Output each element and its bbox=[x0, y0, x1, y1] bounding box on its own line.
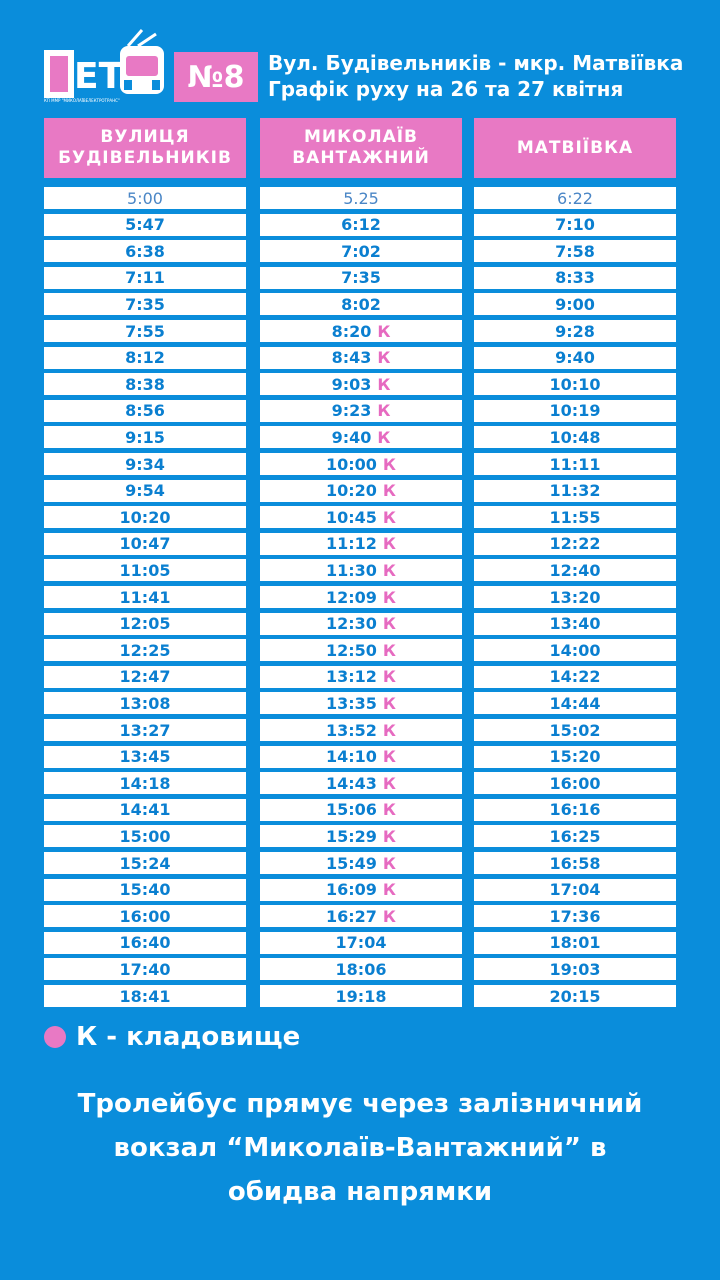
cemetery-marker: К bbox=[382, 773, 396, 793]
time-value: 9:40 bbox=[555, 348, 595, 368]
time-value: 7:02 bbox=[341, 241, 381, 261]
time-cell bbox=[474, 347, 676, 369]
time-cell bbox=[44, 719, 246, 741]
time-value: 9:28 bbox=[555, 321, 595, 341]
time-cell bbox=[44, 347, 246, 369]
time-value: 13:45 bbox=[119, 747, 171, 767]
time-value: 6:38 bbox=[125, 241, 165, 261]
time-value: 10:19 bbox=[549, 401, 601, 421]
route-note: Тролейбус прямує через залізничний вокзал “Миколаїв-Вантажний” в обидва напрямки bbox=[77, 1089, 643, 1207]
time-cell bbox=[44, 666, 246, 688]
time-value: 8:38 bbox=[125, 374, 165, 394]
time-value: 15:24 bbox=[119, 853, 171, 873]
time-cell bbox=[474, 559, 676, 581]
time-value: 12:09 bbox=[325, 587, 377, 607]
time-value: 11:30 bbox=[325, 560, 377, 580]
time-value: 20:15 bbox=[549, 986, 601, 1006]
time-value: 15:49 bbox=[325, 853, 377, 873]
time-value: 15:02 bbox=[549, 720, 601, 740]
time-cell bbox=[44, 586, 246, 608]
time-value: 17:04 bbox=[549, 880, 601, 900]
time-cell bbox=[260, 692, 462, 714]
time-cell bbox=[44, 905, 246, 927]
time-value: 8:20 bbox=[331, 321, 372, 341]
time-value: 8:02 bbox=[341, 294, 381, 314]
time-value: 11:32 bbox=[549, 481, 601, 501]
route-number-badge: №8 bbox=[174, 52, 258, 102]
cemetery-marker: К bbox=[382, 587, 396, 607]
cemetery-marker: К bbox=[382, 507, 396, 527]
time-value: 16:00 bbox=[119, 906, 171, 926]
time-cell bbox=[44, 373, 246, 395]
time-value: 9:34 bbox=[125, 454, 165, 474]
time-value: 13:35 bbox=[325, 693, 377, 713]
time-value: 10:20 bbox=[325, 481, 377, 501]
time-cell bbox=[260, 985, 462, 1007]
time-cell bbox=[260, 480, 462, 502]
time-cell bbox=[260, 932, 462, 954]
time-cell bbox=[260, 825, 462, 847]
time-value: 17:04 bbox=[335, 933, 387, 953]
time-value: 6:12 bbox=[341, 215, 381, 235]
time-cell bbox=[260, 214, 462, 236]
time-cell bbox=[260, 293, 462, 315]
cemetery-marker: К bbox=[377, 427, 391, 447]
time-cell bbox=[474, 958, 676, 980]
time-cell bbox=[474, 506, 676, 528]
time-value: 16:25 bbox=[549, 826, 601, 846]
time-value: 15:00 bbox=[119, 826, 171, 846]
time-cell bbox=[44, 559, 246, 581]
time-cell bbox=[474, 666, 676, 688]
time-cell bbox=[260, 613, 462, 635]
time-value: 7:58 bbox=[555, 241, 595, 261]
time-cell bbox=[44, 772, 246, 794]
time-value: 7:55 bbox=[125, 321, 165, 341]
time-cell bbox=[260, 559, 462, 581]
time-cell bbox=[474, 214, 676, 236]
time-cell bbox=[44, 958, 246, 980]
time-value: 18:01 bbox=[549, 933, 601, 953]
time-value: 17:40 bbox=[119, 959, 171, 979]
time-value: 15:20 bbox=[549, 747, 601, 767]
time-value: 10:00 bbox=[325, 454, 377, 474]
cemetery-marker: К bbox=[382, 481, 396, 501]
time-cell bbox=[44, 187, 246, 209]
time-value: 16:40 bbox=[119, 933, 171, 953]
time-cell bbox=[474, 426, 676, 448]
time-cell bbox=[474, 692, 676, 714]
time-cell bbox=[260, 772, 462, 794]
time-value: 13:40 bbox=[549, 614, 601, 634]
time-value: 13:52 bbox=[325, 720, 377, 740]
cemetery-marker: К bbox=[382, 906, 396, 926]
cemetery-marker: К bbox=[377, 348, 391, 368]
time-value: 13:08 bbox=[119, 693, 171, 713]
cemetery-marker: К bbox=[382, 454, 396, 474]
time-cell bbox=[474, 373, 676, 395]
time-cell bbox=[474, 772, 676, 794]
time-value: 10:45 bbox=[325, 507, 377, 527]
cemetery-marker: К bbox=[382, 720, 396, 740]
svg-text:КП ММР "МИКОЛАЇВЕЛЕКТРОТРАНС": КП ММР "МИКОЛАЇВЕЛЕКТРОТРАНС" bbox=[44, 98, 120, 103]
time-cell bbox=[260, 799, 462, 821]
time-cell bbox=[44, 506, 246, 528]
time-cell bbox=[44, 799, 246, 821]
time-cell bbox=[260, 533, 462, 555]
time-value: 18:06 bbox=[335, 959, 387, 979]
time-value: 10:48 bbox=[549, 427, 601, 447]
time-value: 14:10 bbox=[325, 747, 377, 767]
cemetery-marker: К bbox=[382, 826, 396, 846]
time-cell bbox=[44, 267, 246, 289]
time-cell bbox=[260, 400, 462, 422]
time-value: 12:05 bbox=[119, 614, 171, 634]
time-value: 15:40 bbox=[119, 880, 171, 900]
time-value: 16:16 bbox=[549, 800, 601, 820]
time-cell bbox=[260, 373, 462, 395]
cemetery-marker: К bbox=[382, 693, 396, 713]
time-value: 18:41 bbox=[119, 986, 171, 1006]
time-cell bbox=[44, 639, 246, 661]
time-cell bbox=[474, 613, 676, 635]
time-cell bbox=[474, 799, 676, 821]
time-cell bbox=[44, 400, 246, 422]
time-value: 11:05 bbox=[119, 560, 171, 580]
time-value: 5.25 bbox=[343, 188, 379, 208]
time-value: 11:41 bbox=[119, 587, 171, 607]
time-value: 16:58 bbox=[549, 853, 601, 873]
time-value: 15:29 bbox=[325, 826, 377, 846]
time-value: 7:35 bbox=[341, 268, 381, 288]
time-cell bbox=[474, 932, 676, 954]
legend bbox=[44, 1020, 300, 1054]
trolleybus-icon bbox=[44, 28, 166, 104]
time-value: 9:03 bbox=[331, 374, 372, 394]
time-value: 8:12 bbox=[125, 348, 165, 368]
time-cell bbox=[474, 746, 676, 768]
time-value: 7:10 bbox=[555, 215, 595, 235]
time-cell bbox=[474, 985, 676, 1007]
time-cell bbox=[44, 879, 246, 901]
time-value: 14:00 bbox=[549, 640, 601, 660]
time-value: 9:00 bbox=[555, 294, 595, 314]
time-cell bbox=[44, 746, 246, 768]
cemetery-marker: К bbox=[382, 614, 396, 634]
time-value: 9:40 bbox=[331, 427, 372, 447]
time-value: 11:12 bbox=[325, 534, 377, 554]
time-cell bbox=[474, 905, 676, 927]
header bbox=[44, 28, 684, 104]
cemetery-marker: К bbox=[382, 800, 396, 820]
time-cell bbox=[44, 293, 246, 315]
time-cell bbox=[260, 320, 462, 342]
time-value: 12:25 bbox=[119, 640, 171, 660]
header-text bbox=[268, 50, 683, 102]
time-cell bbox=[260, 453, 462, 475]
time-value: 16:27 bbox=[325, 906, 377, 926]
cemetery-marker: К bbox=[377, 401, 391, 421]
time-value: 12:47 bbox=[119, 667, 171, 687]
time-value: 19:18 bbox=[335, 986, 387, 1006]
time-value: 10:47 bbox=[119, 534, 171, 554]
time-cell bbox=[474, 533, 676, 555]
time-cell bbox=[260, 719, 462, 741]
time-cell bbox=[44, 985, 246, 1007]
time-value: 5:47 bbox=[125, 215, 165, 235]
time-cell bbox=[474, 586, 676, 608]
time-value: 13:20 bbox=[549, 587, 601, 607]
time-cell bbox=[44, 932, 246, 954]
time-value: 13:27 bbox=[119, 720, 171, 740]
time-cell bbox=[474, 879, 676, 901]
cemetery-marker: К bbox=[382, 640, 396, 660]
legend-text: К - кладовище bbox=[76, 1022, 301, 1052]
time-value: 12:30 bbox=[325, 614, 377, 634]
time-cell bbox=[260, 879, 462, 901]
time-value: 10:20 bbox=[119, 507, 171, 527]
time-cell bbox=[474, 480, 676, 502]
cemetery-marker: К bbox=[377, 374, 391, 394]
time-cell bbox=[474, 400, 676, 422]
time-cell bbox=[44, 613, 246, 635]
cemetery-marker: К bbox=[382, 560, 396, 580]
time-cell bbox=[260, 426, 462, 448]
time-value: 11:55 bbox=[549, 507, 601, 527]
time-cell bbox=[44, 214, 246, 236]
cemetery-marker: К bbox=[377, 321, 391, 341]
time-value: 14:22 bbox=[549, 667, 601, 687]
schedule-dates: Графік руху на 26 та 27 квітня bbox=[268, 77, 624, 101]
time-value: 15:06 bbox=[325, 800, 377, 820]
cemetery-marker: К bbox=[382, 667, 396, 687]
time-value: 6:22 bbox=[557, 188, 593, 208]
column-header: МИКОЛАЇВ ВАНТАЖНИЙ bbox=[260, 118, 462, 178]
time-cell bbox=[260, 267, 462, 289]
time-cell bbox=[260, 240, 462, 262]
time-cell bbox=[44, 480, 246, 502]
time-value: 14:43 bbox=[325, 773, 377, 793]
column-header: МАТВІЇВКА bbox=[474, 118, 676, 178]
route-name: Вул. Будівельників - мкр. Матвіївка bbox=[268, 51, 684, 75]
time-value: 14:44 bbox=[549, 693, 601, 713]
time-value: 8:56 bbox=[125, 401, 165, 421]
time-cell bbox=[260, 746, 462, 768]
time-cell bbox=[260, 905, 462, 927]
time-value: 8:33 bbox=[555, 268, 595, 288]
time-value: 8:43 bbox=[331, 348, 372, 368]
time-cell bbox=[44, 533, 246, 555]
time-value: 9:15 bbox=[125, 427, 165, 447]
time-value: 12:40 bbox=[549, 560, 601, 580]
time-cell bbox=[474, 852, 676, 874]
time-cell bbox=[260, 347, 462, 369]
time-cell bbox=[44, 240, 246, 262]
time-cell bbox=[44, 426, 246, 448]
time-cell bbox=[474, 825, 676, 847]
cemetery-marker: К bbox=[382, 880, 396, 900]
time-cell bbox=[44, 320, 246, 342]
cemetery-marker: К bbox=[382, 534, 396, 554]
time-cell bbox=[44, 825, 246, 847]
time-value: 13:12 bbox=[325, 667, 377, 687]
logo bbox=[44, 28, 166, 104]
time-value: 16:09 bbox=[325, 880, 377, 900]
time-cell bbox=[474, 320, 676, 342]
time-cell bbox=[260, 958, 462, 980]
time-value: 17:36 bbox=[549, 906, 601, 926]
time-value: 14:18 bbox=[119, 773, 171, 793]
time-value: 11:11 bbox=[549, 454, 601, 474]
time-cell bbox=[474, 453, 676, 475]
svg-text:ЕТ: ЕТ bbox=[74, 56, 124, 97]
time-value: 12:50 bbox=[325, 640, 377, 660]
time-cell bbox=[44, 453, 246, 475]
time-value: 10:10 bbox=[549, 374, 601, 394]
time-cell bbox=[474, 293, 676, 315]
time-cell bbox=[260, 187, 462, 209]
time-value: 7:11 bbox=[125, 268, 165, 288]
time-value: 5:00 bbox=[127, 188, 163, 208]
time-cell bbox=[44, 692, 246, 714]
time-value: 19:03 bbox=[549, 959, 601, 979]
time-value: 7:35 bbox=[125, 294, 165, 314]
time-value: 9:54 bbox=[125, 481, 165, 501]
time-cell bbox=[260, 506, 462, 528]
cemetery-marker: К bbox=[382, 853, 396, 873]
legend-dot-icon bbox=[44, 1026, 66, 1048]
time-value: 14:41 bbox=[119, 800, 171, 820]
time-cell bbox=[260, 666, 462, 688]
time-cell bbox=[474, 639, 676, 661]
time-cell bbox=[474, 240, 676, 262]
time-value: 12:22 bbox=[549, 534, 601, 554]
time-cell bbox=[474, 719, 676, 741]
time-cell bbox=[260, 852, 462, 874]
time-cell bbox=[474, 267, 676, 289]
time-cell bbox=[44, 852, 246, 874]
time-cell bbox=[474, 187, 676, 209]
time-value: 16:00 bbox=[549, 773, 601, 793]
time-cell bbox=[260, 586, 462, 608]
time-value: 9:23 bbox=[331, 401, 372, 421]
column-header: ВУЛИЦЯ БУДІВЕЛЬНИКІВ bbox=[44, 118, 246, 178]
time-cell bbox=[260, 639, 462, 661]
cemetery-marker: К bbox=[382, 747, 396, 767]
